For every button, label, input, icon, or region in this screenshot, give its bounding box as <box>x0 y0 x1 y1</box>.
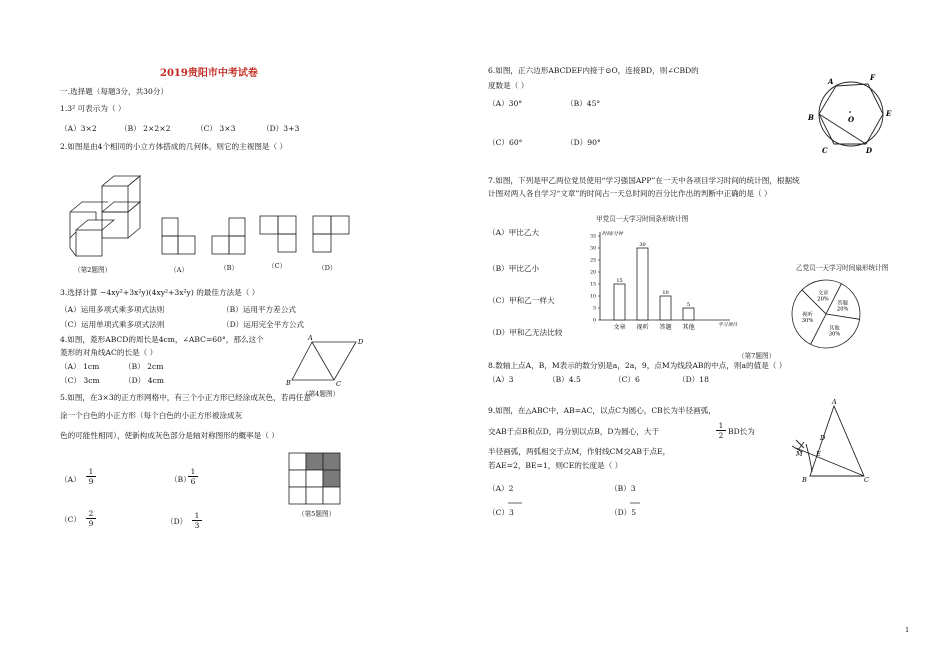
q4-option-c: （C） 3cm <box>60 376 100 385</box>
q9-label-a: A <box>832 398 837 406</box>
page-title: 2019贵阳市中考试卷 <box>160 68 258 79</box>
q6-label-f: F <box>870 73 875 82</box>
q5-fraction-a <box>86 467 96 486</box>
q8-stem: 8.数轴上点A，B，M表示的数分别是a，2a，9，点M为线段AB的中点，则a的值是（ ） <box>488 361 787 370</box>
bar-y-tick-label: 15 <box>590 282 596 288</box>
bar-其他 <box>683 308 694 320</box>
q1-option-b: （B） 2×2×2 <box>120 124 171 133</box>
q5-fraction-c-num: 2 <box>86 509 96 519</box>
q4-option-b: （B） 2cm <box>124 362 164 371</box>
q5-fraction-b-den: 6 <box>190 477 196 486</box>
pie-slice-percent: 20% <box>817 296 829 303</box>
q5-fraction-c-den: 9 <box>88 519 94 528</box>
q5-stem-line1: 5.如图，在3×3的正方形网格中，有三个小正方形已经涂成灰色，若再任意 <box>60 393 312 402</box>
q8-option-b: （B）4.5 <box>548 375 581 384</box>
q7-stem-line2: 计图对两人各自学习“文章”的时间占一天总时间的百分比作出的判断中正确的是（ ） <box>488 189 772 198</box>
q5-grid-figure <box>288 452 342 506</box>
pie-slice-label: 答题 <box>837 300 848 307</box>
bar-value-label: 5 <box>686 302 691 308</box>
q5-stem-line3: 色的可能性相同），使新构成灰色部分是轴对称图形的概率是（ ） <box>60 431 279 440</box>
bar-chart <box>580 228 750 338</box>
q6-stem-line2: 度数是（ ） <box>488 81 529 90</box>
q4-label-c: C <box>336 380 341 388</box>
q2-option-d-shape <box>312 214 352 254</box>
q5-fraction-a-den: 9 <box>88 477 94 486</box>
q2-label-d: （D） <box>318 264 337 272</box>
q6-option-a: （A）30° <box>488 99 523 108</box>
bar-答题 <box>660 296 671 320</box>
q8-option-c: （C）6 <box>614 375 640 384</box>
q3-option-c: （C）运用单项式乘多项式法则 <box>60 320 165 329</box>
q5-option-a: （A） <box>60 475 81 484</box>
q8-option-d: （D）18 <box>678 375 709 384</box>
bar-y-tick-label: 30 <box>590 246 596 252</box>
bar-category-label: 文章 <box>613 324 626 331</box>
q6-option-d: （D）90° <box>566 138 601 147</box>
q8-option-a: （A）3 <box>488 375 514 384</box>
q9-stem-line3: 半径画弧，两弧相交于点M，作射线CM交AB于点E， <box>488 447 671 456</box>
bar-y-tick-label: 25 <box>590 258 596 264</box>
q3-stem: 3.选择计算 −4xy²+3x²y)(4xy²+3x²y) 的最佳方法是（ ） <box>60 288 260 297</box>
q9-stem-line4: 若AE=2，BE=1，则CE的长度是（ ） <box>488 461 623 470</box>
pie-chart-title: 乙党员一天学习时间扇形统计图 <box>796 264 889 272</box>
pie-slice-label: 视听 <box>802 311 813 318</box>
q7-option-c: （C）甲和乙一样大 <box>488 296 555 305</box>
q4-stem-line1: 4.如图，菱形ABCD的周长是4cm，∠ABC=60°，那么这个 <box>60 335 264 344</box>
bar-y-tick-label: 5 <box>593 306 596 312</box>
bar-y-axis-label: 时间/分钟 <box>602 232 623 237</box>
q9-half-num: 1 <box>716 421 726 431</box>
pie-slice-label: 其他 <box>829 325 840 332</box>
bar-chart-title: 甲党员一天学习时间条形统计图 <box>596 215 689 223</box>
q9-label-c: C <box>864 476 869 484</box>
q9-triangle-figure <box>790 400 880 490</box>
q4-option-a: （A） 1cm <box>60 362 100 371</box>
bar-y-tick-label: 0 <box>593 318 596 324</box>
q6-option-c: （C）60° <box>488 138 523 147</box>
q6-hexagon-figure <box>806 74 896 154</box>
bar-value-label: 30 <box>639 242 646 248</box>
q7-option-d: （D）甲和乙无法比较 <box>488 328 563 337</box>
q9-half-den: 2 <box>718 431 724 440</box>
q4-figure-caption: （第4题图） <box>302 390 340 398</box>
bar-category-label: 其他 <box>682 324 695 331</box>
q9-label-e: E <box>816 450 821 458</box>
q9-stem-line2b: BD长为 <box>728 427 755 436</box>
q1-stem: 1.3² 可表示为（ ） <box>60 104 126 113</box>
q9-half-fraction <box>716 421 726 440</box>
pie-slice-label: 文章 <box>817 290 829 297</box>
q2-label-a: （A） <box>170 266 188 274</box>
q9-option-a: （A）2 <box>488 484 514 493</box>
q6-option-b: （B）45° <box>566 99 601 108</box>
q4-stem-line2: 菱形的对角线AC的长是（ ） <box>60 348 158 357</box>
bar-y-tick-label: 35 <box>590 234 596 240</box>
q5-fraction-d-den: 3 <box>194 521 200 530</box>
q5-figure-caption: （第5题图） <box>298 510 336 518</box>
q5-option-c: （C） <box>60 515 81 524</box>
q2-label-b: （B） <box>220 264 239 272</box>
q5-fraction-b <box>188 467 198 486</box>
q6-stem-line1: 6.如图，正六边形ABCDEF内接于⊙O，连接BD，则∠CBD的 <box>488 66 699 75</box>
q9-stem-line1: 9.如图，在△ABC中，AB=AC，以点C为圆心，CB长为半径画弧， <box>488 406 716 415</box>
q5-fraction-d-num: 1 <box>192 511 202 521</box>
q2-figure-caption: （第2题图） <box>74 266 112 274</box>
q9-option-d: （D）5 <box>610 508 637 517</box>
q7-option-a: （A）甲比乙大 <box>488 228 540 237</box>
q2-cubes-figure <box>64 162 164 262</box>
q5-fraction-a-num: 1 <box>86 467 96 477</box>
q6-label-e: E <box>886 109 892 118</box>
q9-label-m: M <box>796 450 803 458</box>
q6-label-c: C <box>822 146 828 155</box>
bar-x-axis-label: 学习项目 <box>718 323 738 328</box>
bar-value-label: 15 <box>616 278 623 284</box>
q2-stem: 2.如图是由4个相同的小立方体搭成的几何体，则它的主视图是（ ） <box>60 142 288 151</box>
q9-option-b: （B）3 <box>610 484 636 493</box>
q5-fraction-b-num: 1 <box>188 467 198 477</box>
q5-fraction-d <box>192 511 202 530</box>
pie-slice-percent: 30% <box>828 331 841 338</box>
q9-radical-marks <box>488 500 648 508</box>
bar-category-label: 答题 <box>659 324 672 331</box>
q3-option-a: （A）运用多项式乘多项式法则 <box>60 305 165 314</box>
section-heading: 一.选择题（每题3分，共30分） <box>60 87 169 96</box>
q2-label-c: （C） <box>268 262 287 270</box>
q1-option-d: （D）3+3 <box>262 124 300 133</box>
bar-y-tick-label: 10 <box>590 294 596 300</box>
q1-option-a: （A）3×2 <box>60 124 97 133</box>
q7-figure-caption: （第7题图） <box>738 352 776 360</box>
pie-slice-percent: 30% <box>801 317 814 324</box>
q4-option-d: （D） 4cm <box>124 376 164 385</box>
pie-slice-percent: 20% <box>836 306 849 313</box>
q5-option-b: （B） <box>170 475 191 484</box>
q9-label-d: D <box>820 434 826 442</box>
q4-label-d: D <box>358 338 364 346</box>
q6-label-a: A <box>828 77 834 86</box>
q5-option-d: （D） <box>166 517 188 526</box>
q5-fraction-c <box>86 509 96 528</box>
q9-stem-line2a: 交AB于点B和点D，再分别以点B，D为圆心，大于 <box>488 427 660 436</box>
bar-y-tick-label: 20 <box>590 270 596 276</box>
q4-label-b: B <box>286 379 291 387</box>
pie-chart <box>790 274 880 354</box>
bar-category-label: 视听 <box>636 324 649 331</box>
q2-option-b-shape <box>211 216 247 256</box>
q4-rhombus-figure <box>284 334 364 394</box>
q6-label-d: D <box>866 146 873 155</box>
q9-option-c: （C）3 <box>488 508 514 517</box>
bar-文章 <box>614 284 625 320</box>
q3-option-d: （D）运用完全平方公式 <box>222 320 305 329</box>
q7-stem-line1: 7.如图，下列是甲乙两位党员使用“学习强国APP”在一天中各项目学习时间的统计图，根据统 <box>488 176 800 185</box>
bar-视听 <box>637 248 648 320</box>
bar-value-label: 10 <box>662 290 669 296</box>
q7-option-b: （B）甲比乙小 <box>488 264 540 273</box>
q4-label-a: A <box>308 334 313 342</box>
q1-option-c: （C） 3×3 <box>196 124 236 133</box>
q2-option-c-shape <box>259 214 299 254</box>
q6-label-b: B <box>808 113 814 122</box>
q3-option-b: （B）运用平方差公式 <box>222 305 296 314</box>
page-number: 1 <box>905 626 910 634</box>
q2-option-a-shape <box>161 216 197 256</box>
q5-stem-line2: 涂一个白色的小正方形（每个白色的小正方形被涂成灰 <box>60 411 243 420</box>
q9-label-b: B <box>802 476 807 484</box>
q6-label-o: O <box>848 115 855 124</box>
